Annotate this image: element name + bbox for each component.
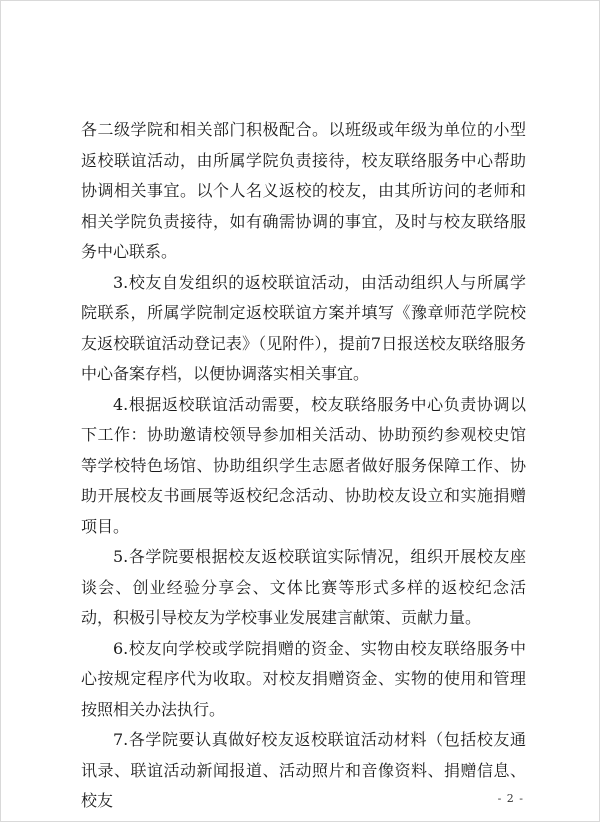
paragraph-4: 5.各学院要根据校友返校联谊实际情况，组织开展校友座谈会、创业经验分享会、文体比赛等形式多样的返校纪念活动，积极引导校友为学校事业发展建言献策、贡献力量。 xyxy=(81,547,526,627)
document-body xyxy=(81,115,526,817)
paragraph-5: 6.校友向学校或学院捐赠的资金、实物由校友联络服务中心按规定程序代为收取。对校友捐赠资金、实物的使用和管理按照相关办法执行。 xyxy=(81,638,526,719)
paragraph-1: 各二级学院和相关部门积极配合。以班级或年级为单位的小型返校联谊活动，由所属学院负责接待，校友联络服务中心帮助协调相关事宜。以个人名义返校的校友，由其所访问的老师和相关学院负责接待，如有确需协调的事宜，及时与校友联络服务中心联系。 xyxy=(81,120,526,261)
paragraph-3: 4.根据返校联谊活动需要，校友联络服务中心负责协调以下工作：协助邀请校领导参加相关活动、协助预约参观校史馆等学校特色场馆、协助组织学生志愿者做好服务保障工作、协助开展校友书画展等返校纪念活动、协助校友设立和实施捐赠项目。 xyxy=(81,394,526,536)
paragraph-6: 7.各学院要认真做好校友返校联谊活动材料（包括校友通讯录、联谊活动新闻报道、活动照片和音像资料、捐赠信息、校友 xyxy=(81,730,526,810)
paragraph-2: 3.校友自发组织的返校联谊活动，由活动组织人与所属学院联系，所属学院制定返校联谊方案并填写《豫章师范学院校友返校联谊活动登记表》（见附件），提前7日报送校友联络服务中心备案存档，以便协调落实相关事宜。 xyxy=(81,272,526,383)
page-number: - 2 - xyxy=(497,792,524,805)
